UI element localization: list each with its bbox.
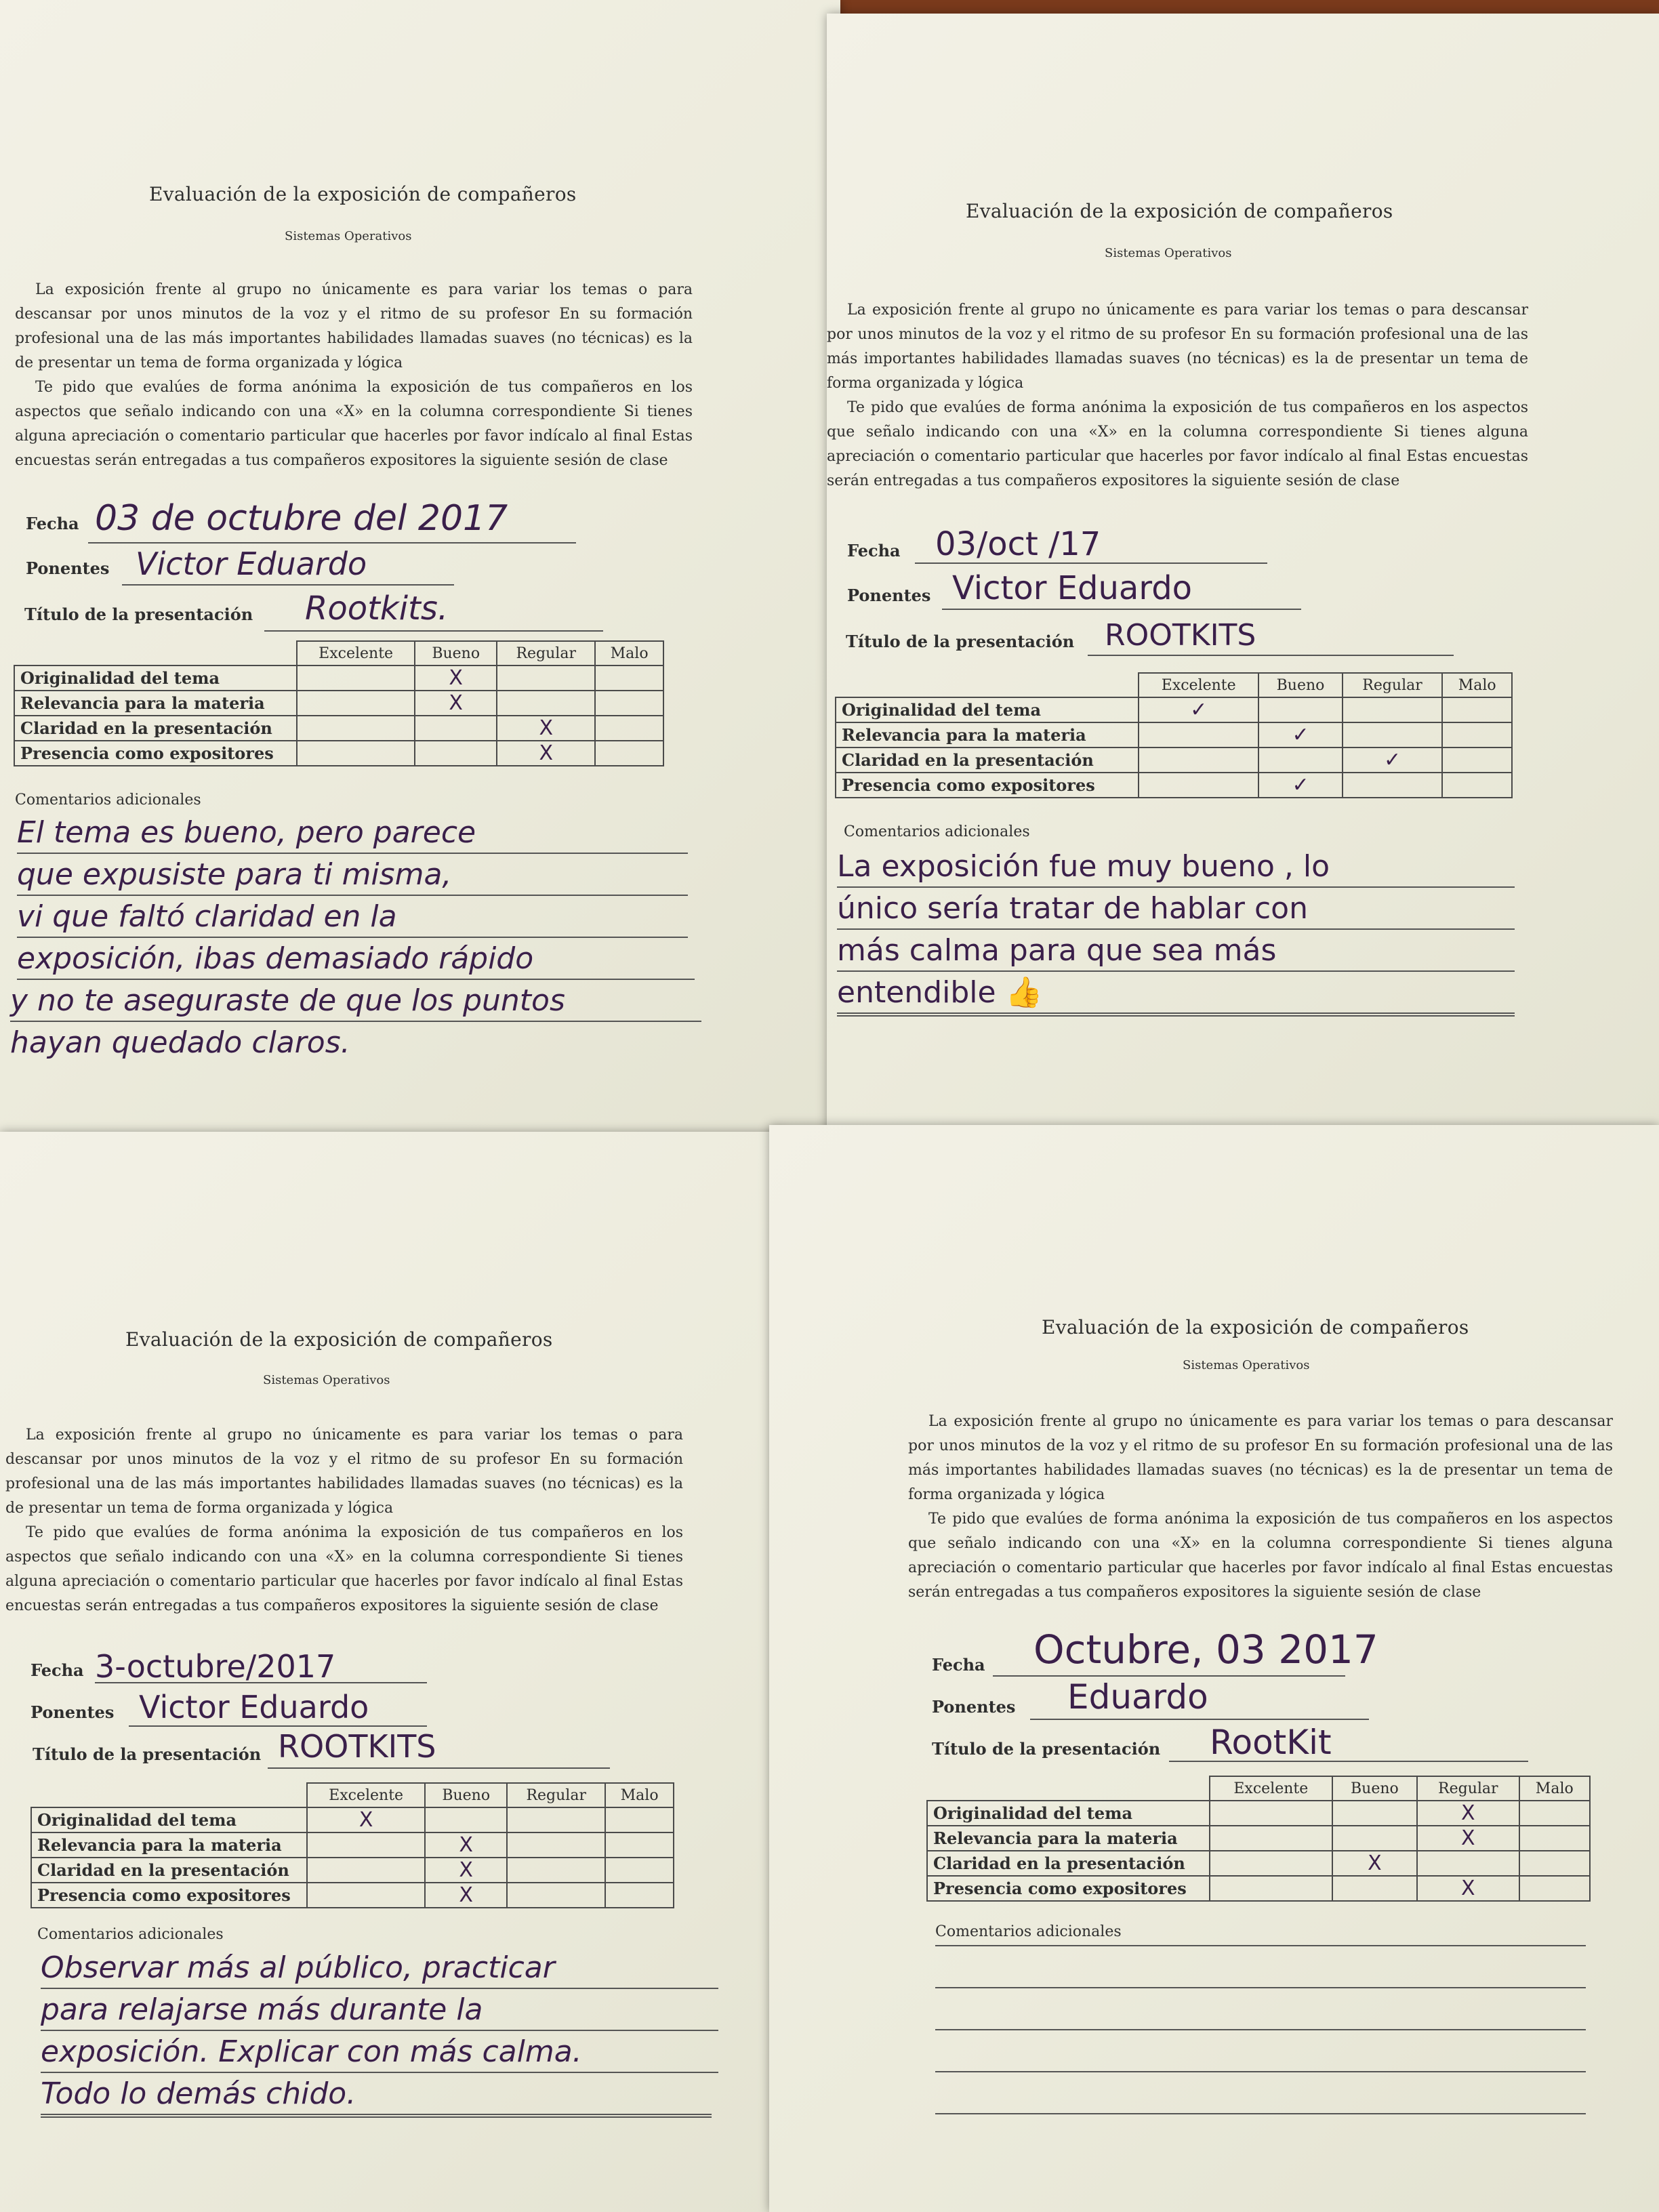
comment-line [935, 2113, 1586, 2114]
comment-line: Observar más al público, practicar [41, 1948, 718, 1989]
criterion-presencia: Presencia como expositores [14, 741, 297, 766]
comment-line: El tema es bueno, pero parece [17, 813, 688, 854]
comment-line: para relajarse más durante la [41, 1990, 718, 2031]
criterion-relevancia: Relevancia para la materia [836, 722, 1139, 747]
criterion-originalidad: Originalidad del tema [14, 665, 297, 691]
comments-label: Comentarios adicionales [15, 792, 201, 808]
fecha-value: 3-octubre/2017 [95, 1648, 336, 1685]
comment-line: vi que faltó claridad en la [17, 897, 688, 938]
instructions-paragraph-1: La exposición frente al grupo no únicamente es para variar los temas o para descansar por unos minutos de la voz y el ritmo de su profesor En su formación profesional una de las más importantes habilidades llamadas suaves (no técnicas) es la de presentar un tema de forma organizada y lógica [827, 302, 1528, 392]
comment-line: y no te aseguraste de que los puntos [10, 981, 701, 1022]
form-subtitle: Sistemas Operativos [1105, 246, 1232, 260]
fecha-label: Fecha [26, 514, 79, 533]
mark: X [497, 716, 595, 741]
titulo-label: Título de la presentación [24, 605, 253, 624]
fecha-label: Fecha [847, 541, 901, 560]
criterion-presencia: Presencia como expositores [836, 773, 1139, 798]
criterion-claridad: Claridad en la presentación [927, 1851, 1210, 1876]
col-regular: Regular [1417, 1776, 1519, 1801]
criterion-relevancia: Relevancia para la materia [14, 691, 297, 716]
mark: X [1417, 1801, 1519, 1826]
mark: X [1332, 1851, 1417, 1876]
mark: ✓ [1139, 697, 1258, 722]
comment-line [837, 1015, 1515, 1017]
criterion-originalidad: Originalidad del tema [927, 1801, 1210, 1826]
mark: ✓ [1258, 722, 1342, 747]
criterion-originalidad: Originalidad del tema [31, 1807, 307, 1832]
criterion-relevancia: Relevancia para la materia [927, 1826, 1210, 1851]
instructions [5, 1423, 683, 1618]
fecha-label: Fecha [30, 1660, 84, 1680]
col-malo: Malo [595, 641, 663, 665]
form-title: Evaluación de la exposición de compañeros [149, 183, 577, 205]
criterion-presencia: Presencia como expositores [927, 1876, 1210, 1901]
comment-line: entendible 👍 [837, 973, 1515, 1014]
criterion-claridad: Claridad en la presentación [31, 1858, 307, 1883]
comment-line: Todo lo demás chido. [41, 2074, 712, 2115]
comment-line [935, 1987, 1586, 1988]
col-excelente: Excelente [1210, 1776, 1332, 1801]
col-regular: Regular [507, 1783, 605, 1807]
col-bueno: Bueno [1258, 673, 1342, 697]
ponentes-line [942, 609, 1301, 610]
criterion-originalidad: Originalidad del tema [836, 697, 1139, 722]
form-title: Evaluación de la exposición de compañeros [966, 200, 1393, 222]
evaluation-table [14, 640, 664, 766]
comment-line: más calma para que sea más [837, 931, 1515, 972]
mark: X [1417, 1826, 1519, 1851]
ponentes-value: Eduardo [1067, 1677, 1208, 1717]
col-bueno: Bueno [415, 641, 497, 665]
ponentes-value: Victor Eduardo [139, 1689, 369, 1725]
col-bueno: Bueno [425, 1783, 507, 1807]
comments-label: Comentarios adicionales [935, 1923, 1122, 1940]
instructions-paragraph-2: Te pido que evalúes de forma anónima la exposición de tus compañeros en los aspectos que señalo indicando con una «X» en la columna correspondiente Si tienes alguna apreciación o comentario particular que hacerles por favor indícalo al final Estas encuestas serán entregadas a tus compañeros expositores la siguiente sesión de clase [15, 379, 693, 469]
comment-line [935, 2071, 1586, 2072]
evaluation-sheet-3 [0, 1132, 786, 2212]
comment-line: exposición. Explicar con más calma. [41, 2032, 718, 2073]
mark: X [425, 1858, 507, 1883]
comment-line [41, 2116, 712, 2118]
mark: ✓ [1258, 773, 1342, 798]
titulo-value: ROOTKITS [278, 1728, 436, 1765]
form-title: Evaluación de la exposición de compañeros [1042, 1316, 1469, 1338]
mark: X [307, 1807, 425, 1832]
evaluation-table [30, 1782, 674, 1908]
titulo-label: Título de la presentación [846, 632, 1075, 651]
fecha-line [993, 1675, 1345, 1677]
instructions-paragraph-2: Te pido que evalúes de forma anónima la exposición de tus compañeros en los aspectos que señalo indicando con una «X» en la columna correspondiente Si tienes alguna apreciación o comentario particular que hacerles por favor indícalo al final Estas encuestas serán entregadas a tus compañeros expositores la siguiente sesión de clase [5, 1524, 683, 1614]
comment-line: hayan quedado claros. [10, 1025, 350, 1060]
titulo-value: ROOTKITS [1105, 618, 1256, 653]
col-malo: Malo [1519, 1776, 1590, 1801]
col-regular: Regular [1343, 673, 1443, 697]
criterion-presencia: Presencia como expositores [31, 1883, 307, 1908]
mark: X [497, 741, 595, 766]
col-malo: Malo [1442, 673, 1512, 697]
mark: X [415, 665, 497, 691]
comment-line: exposición, ibas demasiado rápido [17, 939, 695, 980]
instructions-paragraph-1: La exposición frente al grupo no únicamente es para variar los temas o para descansar por unos minutos de la voz y el ritmo de su profesor En su formación profesional una de las más importantes habilidades llamadas suaves (no técnicas) es la de presentar un tema de forma organizada y lógica [15, 281, 693, 371]
comments-label: Comentarios adicionales [37, 1926, 224, 1943]
ponentes-label: Ponentes [26, 558, 110, 578]
fecha-value: Octubre, 03 2017 [1033, 1626, 1378, 1673]
titulo-line [1088, 655, 1454, 656]
instructions [15, 278, 693, 473]
col-malo: Malo [605, 1783, 674, 1807]
titulo-label: Título de la presentación [33, 1744, 262, 1764]
ponentes-value: Victor Eduardo [136, 546, 367, 582]
instructions [908, 1410, 1613, 1605]
titulo-value: RootKit [1210, 1723, 1332, 1762]
ponentes-label: Ponentes [30, 1702, 115, 1722]
comments-label: Comentarios adicionales [844, 823, 1030, 840]
titulo-value: Rootkits. [305, 590, 449, 628]
fecha-value: 03/oct /17 [935, 525, 1101, 563]
mark: X [415, 691, 497, 716]
instructions [827, 298, 1528, 493]
ponentes-line [122, 584, 454, 586]
evaluation-sheet-2 [827, 14, 1659, 1139]
evaluation-table [835, 672, 1513, 798]
evaluation-sheet-1 [0, 0, 840, 1139]
form-subtitle: Sistemas Operativos [285, 229, 412, 243]
ponentes-label: Ponentes [847, 586, 931, 605]
fecha-value: 03 de octubre del 2017 [95, 498, 508, 539]
ponentes-label: Ponentes [932, 1697, 1016, 1717]
col-regular: Regular [497, 641, 595, 665]
criterion-relevancia: Relevancia para la materia [31, 1832, 307, 1858]
comment-line: que expusiste para ti misma, [17, 855, 688, 896]
titulo-line [268, 1767, 610, 1769]
instructions-paragraph-1: La exposición frente al grupo no únicamente es para variar los temas o para descansar por unos minutos de la voz y el ritmo de su profesor En su formación profesional una de las más importantes habilidades llamadas suaves (no técnicas) es la de presentar un tema de forma organizada y lógica [908, 1413, 1613, 1503]
form-subtitle: Sistemas Operativos [263, 1373, 390, 1387]
comment-line: único sería tratar de hablar con [837, 889, 1515, 930]
evaluation-table [926, 1776, 1591, 1902]
ponentes-value: Victor Eduardo [952, 569, 1193, 607]
col-bueno: Bueno [1332, 1776, 1417, 1801]
comment-line [935, 2029, 1586, 2030]
fecha-label: Fecha [932, 1655, 985, 1675]
titulo-line [264, 630, 603, 632]
ponentes-line [129, 1725, 427, 1727]
instructions-paragraph-2: Te pido que evalúes de forma anónima la exposición de tus compañeros en los aspectos que señalo indicando con una «X» en la columna correspondiente Si tienes alguna apreciación o comentario particular que hacerles por favor indícalo al final Estas encuestas serán entregadas a tus compañeros expositores la siguiente sesión de clase [827, 399, 1528, 489]
mark: X [425, 1883, 507, 1908]
mark: ✓ [1343, 747, 1443, 773]
titulo-label: Título de la presentación [932, 1739, 1161, 1759]
mark: X [1417, 1876, 1519, 1901]
col-excelente: Excelente [307, 1783, 425, 1807]
col-excelente: Excelente [297, 641, 415, 665]
mark: X [425, 1832, 507, 1858]
criterion-claridad: Claridad en la presentación [14, 716, 297, 741]
comment-line: La exposición fue muy bueno , lo [837, 847, 1515, 888]
form-title: Evaluación de la exposición de compañeros [125, 1328, 553, 1351]
fecha-line [88, 542, 576, 544]
ponentes-line [1030, 1719, 1369, 1720]
form-subtitle: Sistemas Operativos [1183, 1358, 1310, 1372]
col-excelente: Excelente [1139, 673, 1258, 697]
instructions-paragraph-2: Te pido que evalúes de forma anónima la exposición de tus compañeros en los aspectos que señalo indicando con una «X» en la columna correspondiente Si tienes alguna apreciación o comentario particular que hacerles por favor indícalo al final Estas encuestas serán entregadas a tus compañeros expositores la siguiente sesión de clase [908, 1511, 1613, 1601]
criterion-claridad: Claridad en la presentación [836, 747, 1139, 773]
instructions-paragraph-1: La exposición frente al grupo no únicamente es para variar los temas o para descansar por unos minutos de la voz y el ritmo de su profesor En su formación profesional una de las más importantes habilidades llamadas suaves (no técnicas) es la de presentar un tema de forma organizada y lógica [5, 1427, 683, 1517]
comment-line [935, 1945, 1586, 1946]
evaluation-sheet-4 [769, 1125, 1659, 2212]
